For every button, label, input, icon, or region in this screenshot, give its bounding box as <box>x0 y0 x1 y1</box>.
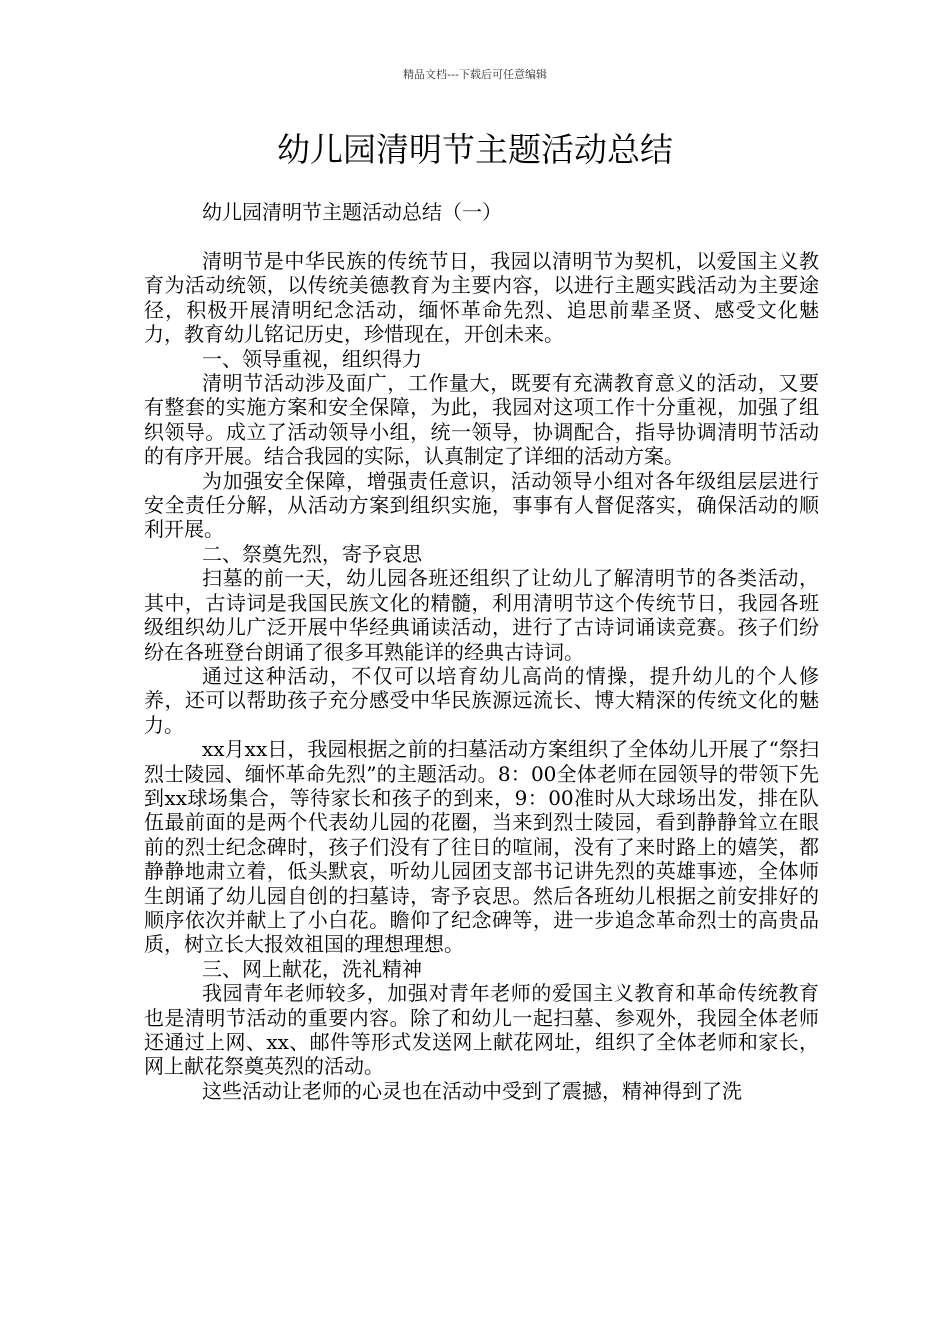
paragraph: 通过这种活动，不仅可以培育幼儿高尚的情操，提升幼儿的个人修养，还可以帮助孩子充分感受中华民族源远流长、博大精深的传统文化的魅力。 <box>144 663 819 737</box>
document-title: 幼儿园清明节主题活动总结 <box>277 130 673 169</box>
paragraph: 清明节活动涉及面广，工作量大，既要有充满教育意义的活动，又要有整套的实施方案和安全保障，为此，我园对这项工作十分重视，加强了组织领导。成立了活动领导小组，统一领导，协调配合，指导协调清明节活动的有序开展。结合我园的实际，认真制定了详细的活动方案。 <box>144 371 819 469</box>
section-heading-2: 二、祭奠先烈，寄予哀思 <box>202 541 422 566</box>
document-subtitle: 幼儿园清明节主题活动总结（一） <box>202 200 502 224</box>
document-body <box>144 249 819 1103</box>
section-heading-1: 一、领导重视，组织得力 <box>202 346 422 371</box>
section-heading-3: 三、网上献花，洗礼精神 <box>202 956 422 981</box>
paragraph: 扫墓的前一天，幼儿园各班还组织了让幼儿了解清明节的各类活动，其中，古诗词是我国民族文化的精髓，利用清明节这个传统节日，我园各班级组织幼儿广泛开展中华经典诵读活动，进行了古诗词诵读竞赛。孩子们纷纷在各班登台朗诵了很多耳熟能详的经典古诗词。 <box>144 566 819 664</box>
paragraph: xx月xx日，我园根据之前的扫墓活动方案组织了全体幼儿开展了“祭扫烈士陵园、缅怀革命先烈”的主题活动。8：00全体老师在园领导的带领下先到xx球场集合，等待家长和孩子的到来，9：00准时从大球场出发，排在队伍最前面的是两个代表幼儿园的花圈，当来到烈士陵园，看到静静耸立在眼前的烈士纪念碑时，孩子们没有了往日的喧闹，没有了来时路上的嬉笑，都静静地肃立着，低头默哀，听幼儿园团支部书记讲先烈的英雄事迹，全体师生朗诵了幼儿园自创的扫墓诗，寄予哀思。然后各班幼儿根据之前安排好的顺序依次并献上了小白花。瞻仰了纪念碑等，进一步追念革命烈士的高贵品质，树立长大报效祖国的理想理想。 <box>144 737 819 957</box>
paragraph: 为加强安全保障，增强责任意识，活动领导小组对各年级组层层进行安全责任分解，从活动方案到组织实施，事事有人督促落实，确保活动的顺利开展。 <box>144 468 819 542</box>
paragraph: 这些活动让老师的心灵也在活动中受到了震撼，精神得到了洗 <box>202 1078 742 1103</box>
header-note: 精品文档---下载后可任意编辑 <box>403 68 547 81</box>
paragraph-intro: 清明节是中华民族的传统节日，我园以清明节为契机，以爱国主义教育为活动统领，以传统美德教育为主要内容，以进行主题实践活动为主要途径，积极开展清明纪念活动，缅怀革命先烈、追思前辈圣贤、感受文化魅力，教育幼儿铭记历史，珍惜现在，开创未来。 <box>144 249 819 347</box>
paragraph: 我园青年老师较多，加强对青年老师的爱国主义教育和革命传统教育也是清明节活动的重要内容。除了和幼儿一起扫墓、参观外，我园全体老师还通过上网、xx、邮件等形式发送网上献花网址，组织了全体老师和家长，网上献花祭奠英烈的活动。 <box>144 981 819 1079</box>
